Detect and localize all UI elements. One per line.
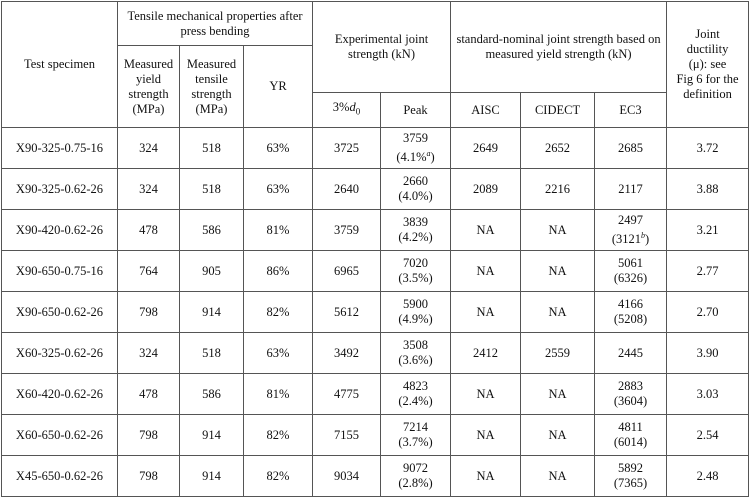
cell-specimen: X90-650-0.62-26 xyxy=(2,292,118,333)
cell-yield: 798 xyxy=(118,292,180,333)
header-yr: YR xyxy=(244,46,313,128)
table-row xyxy=(2,333,749,374)
cell-yr: 63% xyxy=(244,169,313,210)
cell-ductility: 2.48 xyxy=(667,456,749,497)
cell-ductility: 2.77 xyxy=(667,251,749,292)
cell-aisc: NA xyxy=(451,456,521,497)
cell-aisc: NA xyxy=(451,374,521,415)
peak-value: 5900 xyxy=(403,297,428,311)
ec3-alt-value: (6014) xyxy=(613,435,648,449)
peak-value: 4823 xyxy=(403,379,428,393)
cell-peak xyxy=(381,210,451,251)
cell-yr: 81% xyxy=(244,374,313,415)
header-standard-group: standard-nominal joint strength based on measured yield strength (kN) xyxy=(451,2,667,93)
cell-cidect: NA xyxy=(521,251,595,292)
ec3-alt-value: (3121$^b$) xyxy=(611,230,650,247)
peak-percent: (3.7%) xyxy=(398,435,433,449)
cell-three-pct: 3725 xyxy=(313,128,381,169)
cell-yr: 81% xyxy=(244,210,313,251)
cell-specimen: X90-650-0.75-16 xyxy=(2,251,118,292)
cell-peak xyxy=(381,128,451,169)
header-peak: Peak xyxy=(381,93,451,128)
ec3-value: 4811 xyxy=(618,420,643,434)
cell-specimen: X90-325-0.62-26 xyxy=(2,169,118,210)
cell-tensile: 914 xyxy=(180,456,244,497)
cell-ec3: 2117 xyxy=(595,169,667,210)
header-row-1 xyxy=(2,2,749,46)
cell-ductility: 2.54 xyxy=(667,415,749,456)
cell-cidect: NA xyxy=(521,292,595,333)
ec3-alt-value: (7365) xyxy=(613,476,648,490)
ec3-value: 5892 xyxy=(618,461,644,475)
header-measured-tensile: Measured tensile strength (MPa) xyxy=(180,46,244,128)
cell-specimen: X90-420-0.62-26 xyxy=(2,210,118,251)
ec3-value: 2497 xyxy=(618,212,644,227)
table-row xyxy=(2,374,749,415)
peak-value: 3759 xyxy=(403,130,428,145)
cell-yr: 63% xyxy=(244,128,313,169)
cell-peak xyxy=(381,251,451,292)
cell-aisc: NA xyxy=(451,251,521,292)
cell-yield: 324 xyxy=(118,169,180,210)
cell-specimen: X45-650-0.62-26 xyxy=(2,456,118,497)
header-cidect: CIDECT xyxy=(521,93,595,128)
cell-ductility: 2.70 xyxy=(667,292,749,333)
cell-yr: 82% xyxy=(244,456,313,497)
cell-yield: 324 xyxy=(118,333,180,374)
cell-specimen: X90-325-0.75-16 xyxy=(2,128,118,169)
ec3-value: 4166 xyxy=(618,297,644,311)
peak-value: 2660 xyxy=(403,174,428,188)
cell-cidect: NA xyxy=(521,415,595,456)
peak-percent: (4.2%) xyxy=(398,230,433,244)
header-joint-ductility xyxy=(667,2,749,128)
cell-cidect: 2559 xyxy=(521,333,595,374)
cell-yield: 478 xyxy=(118,210,180,251)
peak-percent: (2.4%) xyxy=(398,394,433,408)
cell-three-pct: 4775 xyxy=(313,374,381,415)
cell-ductility: 3.90 xyxy=(667,333,749,374)
cell-ec3 xyxy=(595,415,667,456)
cell-cidect: NA xyxy=(521,210,595,251)
cell-peak xyxy=(381,292,451,333)
cell-yield: 798 xyxy=(118,456,180,497)
header-test-specimen: Test specimen xyxy=(2,2,118,128)
cell-tensile: 518 xyxy=(180,128,244,169)
peak-value: 3508 xyxy=(403,338,428,352)
peak-value: 7214 xyxy=(403,420,428,434)
cell-cidect: 2216 xyxy=(521,169,595,210)
cell-yr: 82% xyxy=(244,415,313,456)
peak-value: 7020 xyxy=(403,256,428,270)
cell-tensile: 518 xyxy=(180,333,244,374)
header-ec3: EC3 xyxy=(595,93,667,128)
ec3-alt-value: (3604) xyxy=(613,394,648,408)
ductility-line-4: Fig 6 for the xyxy=(676,72,739,86)
cell-aisc: NA xyxy=(451,292,521,333)
cell-aisc: NA xyxy=(451,210,521,251)
cell-tensile: 914 xyxy=(180,415,244,456)
cell-three-pct: 6965 xyxy=(313,251,381,292)
cell-yr: 82% xyxy=(244,292,313,333)
cell-yr: 86% xyxy=(244,251,313,292)
cell-yield: 764 xyxy=(118,251,180,292)
cell-aisc: 2089 xyxy=(451,169,521,210)
cell-specimen: X60-650-0.62-26 xyxy=(2,415,118,456)
table-row xyxy=(2,169,749,210)
header-aisc: AISC xyxy=(451,93,521,128)
results-table xyxy=(1,1,749,497)
table-row xyxy=(2,292,749,333)
cell-specimen: X60-325-0.62-26 xyxy=(2,333,118,374)
header-experimental-group: Experimental joint strength (kN) xyxy=(313,2,451,93)
ec3-value: 5061 xyxy=(618,256,644,270)
cell-tensile: 905 xyxy=(180,251,244,292)
header-measured-yield: Measured yield strength (MPa) xyxy=(118,46,180,128)
cell-ec3 xyxy=(595,210,667,251)
cell-tensile: 518 xyxy=(180,169,244,210)
cell-ductility: 3.72 xyxy=(667,128,749,169)
cell-three-pct: 2640 xyxy=(313,169,381,210)
cell-ec3 xyxy=(595,251,667,292)
cell-three-pct: 3492 xyxy=(313,333,381,374)
peak-percent: (2.8%) xyxy=(398,476,433,490)
table-body xyxy=(2,128,749,497)
peak-percent: (3.5%) xyxy=(398,271,433,285)
cell-ec3 xyxy=(595,374,667,415)
cell-peak xyxy=(381,415,451,456)
table-row xyxy=(2,128,749,169)
table-row xyxy=(2,210,749,251)
peak-percent: (3.6%) xyxy=(398,353,433,367)
cell-tensile: 914 xyxy=(180,292,244,333)
cell-aisc: 2649 xyxy=(451,128,521,169)
table-row xyxy=(2,251,749,292)
cell-ec3: 2685 xyxy=(595,128,667,169)
cell-peak xyxy=(381,374,451,415)
peak-value: 9072 xyxy=(403,461,428,475)
header-tensile-group: Tensile mechanical properties after press bending xyxy=(118,2,313,46)
cell-ec3: 2445 xyxy=(595,333,667,374)
cell-ductility: 3.88 xyxy=(667,169,749,210)
peak-percent: (4.1%$^a$) xyxy=(396,148,435,165)
header-3pct-d0: $3\%d_0$ xyxy=(313,93,381,128)
ec3-value: 2883 xyxy=(618,379,644,393)
cell-three-pct: 3759 xyxy=(313,210,381,251)
table-row xyxy=(2,456,749,497)
cell-yield: 798 xyxy=(118,415,180,456)
peak-value: 3839 xyxy=(403,215,428,229)
cell-ductility: 3.03 xyxy=(667,374,749,415)
cell-tensile: 586 xyxy=(180,210,244,251)
peak-percent: (4.0%) xyxy=(398,189,433,203)
peak-percent: (4.9%) xyxy=(398,312,433,326)
cell-yr: 63% xyxy=(244,333,313,374)
table-row xyxy=(2,415,749,456)
cell-tensile: 586 xyxy=(180,374,244,415)
cell-ec3 xyxy=(595,456,667,497)
cell-specimen: X60-420-0.62-26 xyxy=(2,374,118,415)
cell-aisc: 2412 xyxy=(451,333,521,374)
cell-yield: 324 xyxy=(118,128,180,169)
cell-yield: 478 xyxy=(118,374,180,415)
cell-cidect: 2652 xyxy=(521,128,595,169)
cell-three-pct: 9034 xyxy=(313,456,381,497)
ductility-line-1: Joint xyxy=(695,27,720,41)
cell-cidect: NA xyxy=(521,374,595,415)
cell-three-pct: 7155 xyxy=(313,415,381,456)
cell-peak xyxy=(381,456,451,497)
cell-three-pct: 5612 xyxy=(313,292,381,333)
cell-ductility: 3.21 xyxy=(667,210,749,251)
cell-peak xyxy=(381,169,451,210)
ductility-line-5: definition xyxy=(683,87,732,101)
ductility-line-3: (μ): see xyxy=(688,57,727,71)
cell-cidect: NA xyxy=(521,456,595,497)
ec3-alt-value: (6326) xyxy=(613,271,648,285)
table-header xyxy=(2,2,749,128)
ductility-line-2: ductility xyxy=(686,42,729,56)
ec3-alt-value: (5208) xyxy=(613,312,648,326)
cell-ec3 xyxy=(595,292,667,333)
cell-peak xyxy=(381,333,451,374)
cell-aisc: NA xyxy=(451,415,521,456)
